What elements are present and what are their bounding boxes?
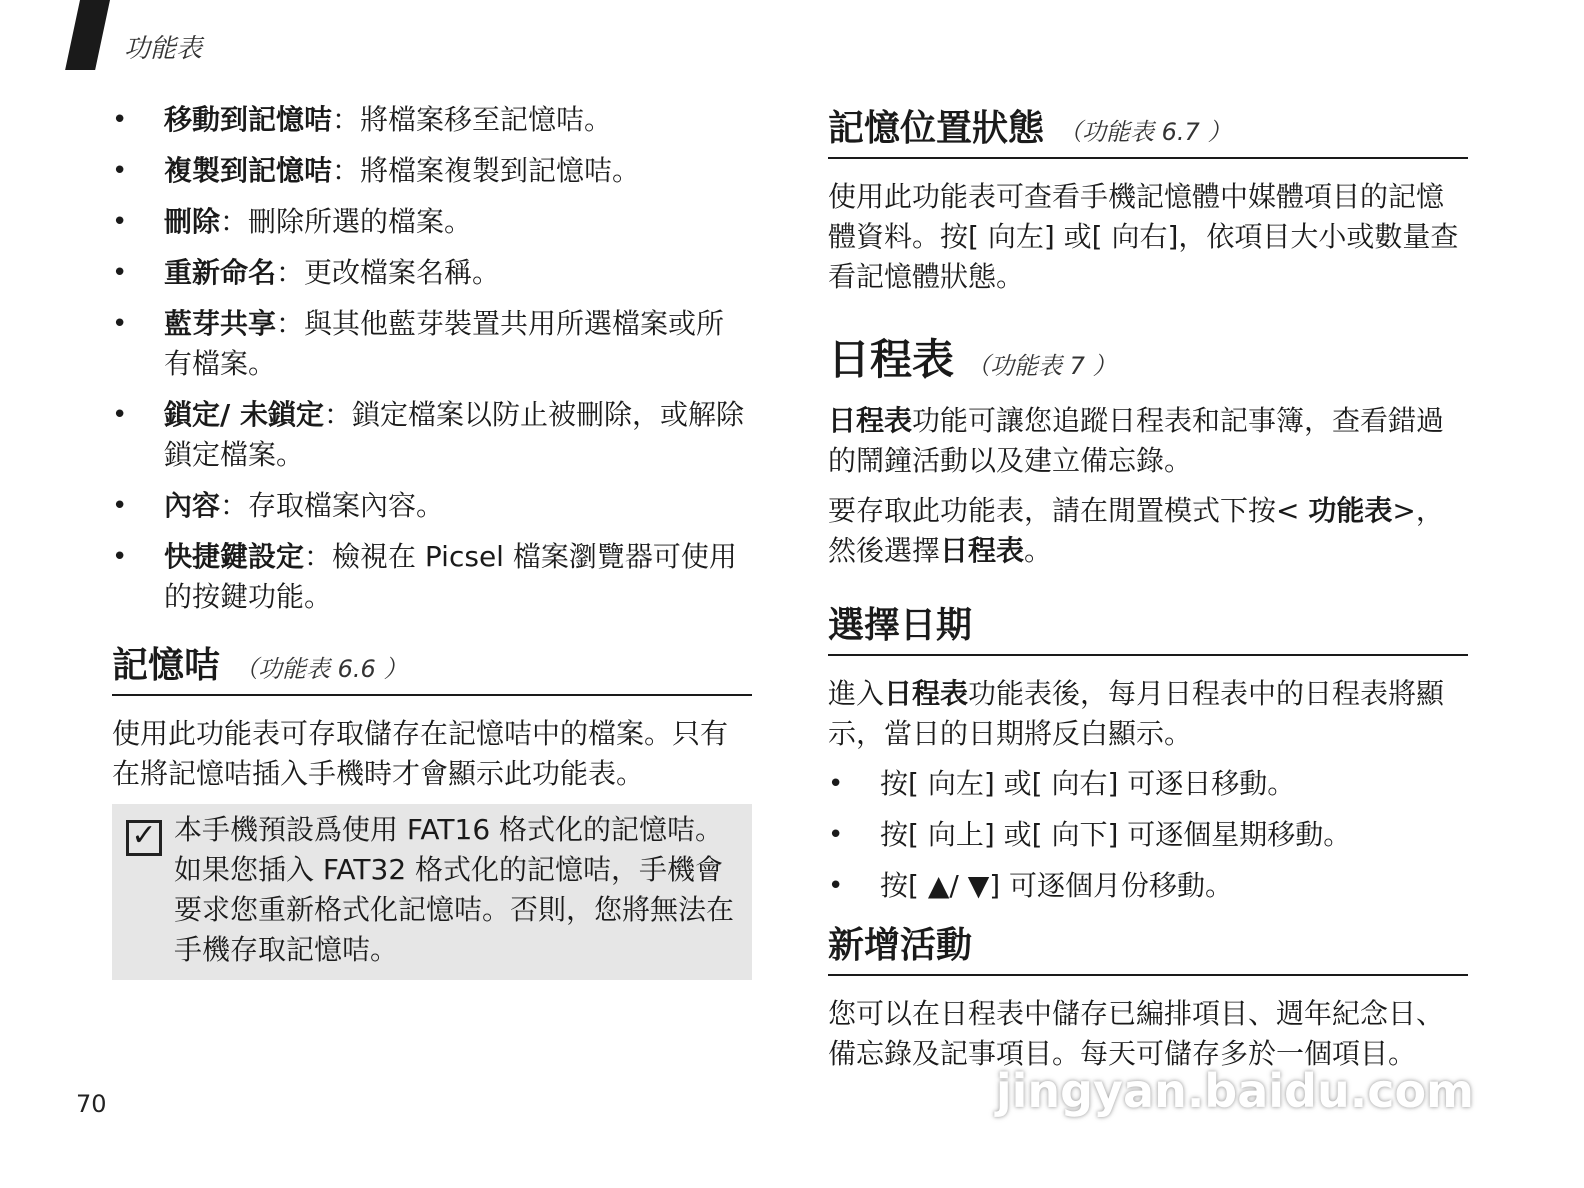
- navigation-list: [828, 764, 1468, 906]
- select-date-body: 進入日程表功能表後，每月日程表中的日程表將顯示，當日的日期將反白顯示。: [828, 677, 1445, 750]
- header-accent-bar: [65, 0, 110, 70]
- list-item: • 刪除：刪除所選的檔案。: [112, 205, 473, 238]
- calendar-access: 要存取此功能表，請在閒置模式下按< 功能表>，然後選擇日程表。: [828, 494, 1444, 567]
- left-column: [112, 100, 752, 980]
- option-list: [112, 100, 752, 617]
- header-title: 功能表: [124, 34, 203, 64]
- list-item: • 按[ 向左] 或[ 向右] 可逐日移動。: [828, 767, 1296, 800]
- list-item: • 移動到記憶咭：將檔案移至記憶咭。: [112, 103, 613, 136]
- add-event-heading: 新增活動: [828, 917, 1468, 976]
- list-item: • 複製到記憶咭：將檔案複製到記憶咭。: [112, 154, 641, 187]
- list-item: • 重新命名：更改檔案名稱。: [112, 256, 501, 289]
- add-event-body: 您可以在日程表中儲存已編排項目、週年紀念日、備忘錄及記事項目。每天可儲存多於一個項目。: [828, 997, 1445, 1070]
- note-box: [112, 804, 752, 980]
- list-item: • 按[ 向上] 或[ 向下] 可逐個星期移動。: [828, 818, 1352, 851]
- page-number: 70: [76, 1090, 107, 1118]
- list-item: • 按[ ▲/ ▼] 可逐個月份移動。: [828, 869, 1234, 902]
- select-date-heading: 選擇日期: [828, 597, 1468, 656]
- list-item: • 藍芽共享：與其他藍芽裝置共用所選檔案或所有檔案。: [112, 307, 725, 380]
- memcard-body: 使用此功能表可存取儲存在記憶咭中的檔案。只有在將記憶咭插入手機時才會顯示此功能表。: [112, 717, 729, 790]
- note-text: 本手機預設爲使用 FAT16 格式化的記憶咭。如果您插入 FAT32 格式化的記憶咭，手機會要求您重新格式化記憶咭。否則，您將無法在手機存取記憶咭。: [174, 813, 735, 966]
- memstatus-heading: 記憶位置狀態 （功能表 6.7 ）: [828, 100, 1468, 159]
- list-item: • 鎖定/ 未鎖定：鎖定檔案以防止被刪除，或解除鎖定檔案。: [112, 398, 744, 471]
- checkmark-icon: ✓: [126, 820, 162, 856]
- calendar-intro: 日程表功能可讓您追蹤日程表和記事簿，查看錯過的鬧鐘活動以及建立備忘錄。: [828, 404, 1445, 477]
- right-column: [828, 100, 1468, 1084]
- list-item: • 快捷鍵設定：檢視在 Picsel 檔案瀏覽器可使用的按鍵功能。: [112, 540, 737, 613]
- memcard-heading: 記憶咭 （功能表 6.6 ）: [112, 637, 752, 696]
- memstatus-body: 使用此功能表可查看手機記憶體中媒體項目的記憶體資料。按[ 向左] 或[ 向右]，依項目大小或數量查看記憶體狀態。: [828, 180, 1459, 293]
- calendar-heading: 日程表 （功能表 7 ）: [828, 335, 1117, 384]
- list-item: • 內容：存取檔案內容。: [112, 489, 445, 522]
- watermark: jingyan.baidu.com: [995, 1064, 1474, 1118]
